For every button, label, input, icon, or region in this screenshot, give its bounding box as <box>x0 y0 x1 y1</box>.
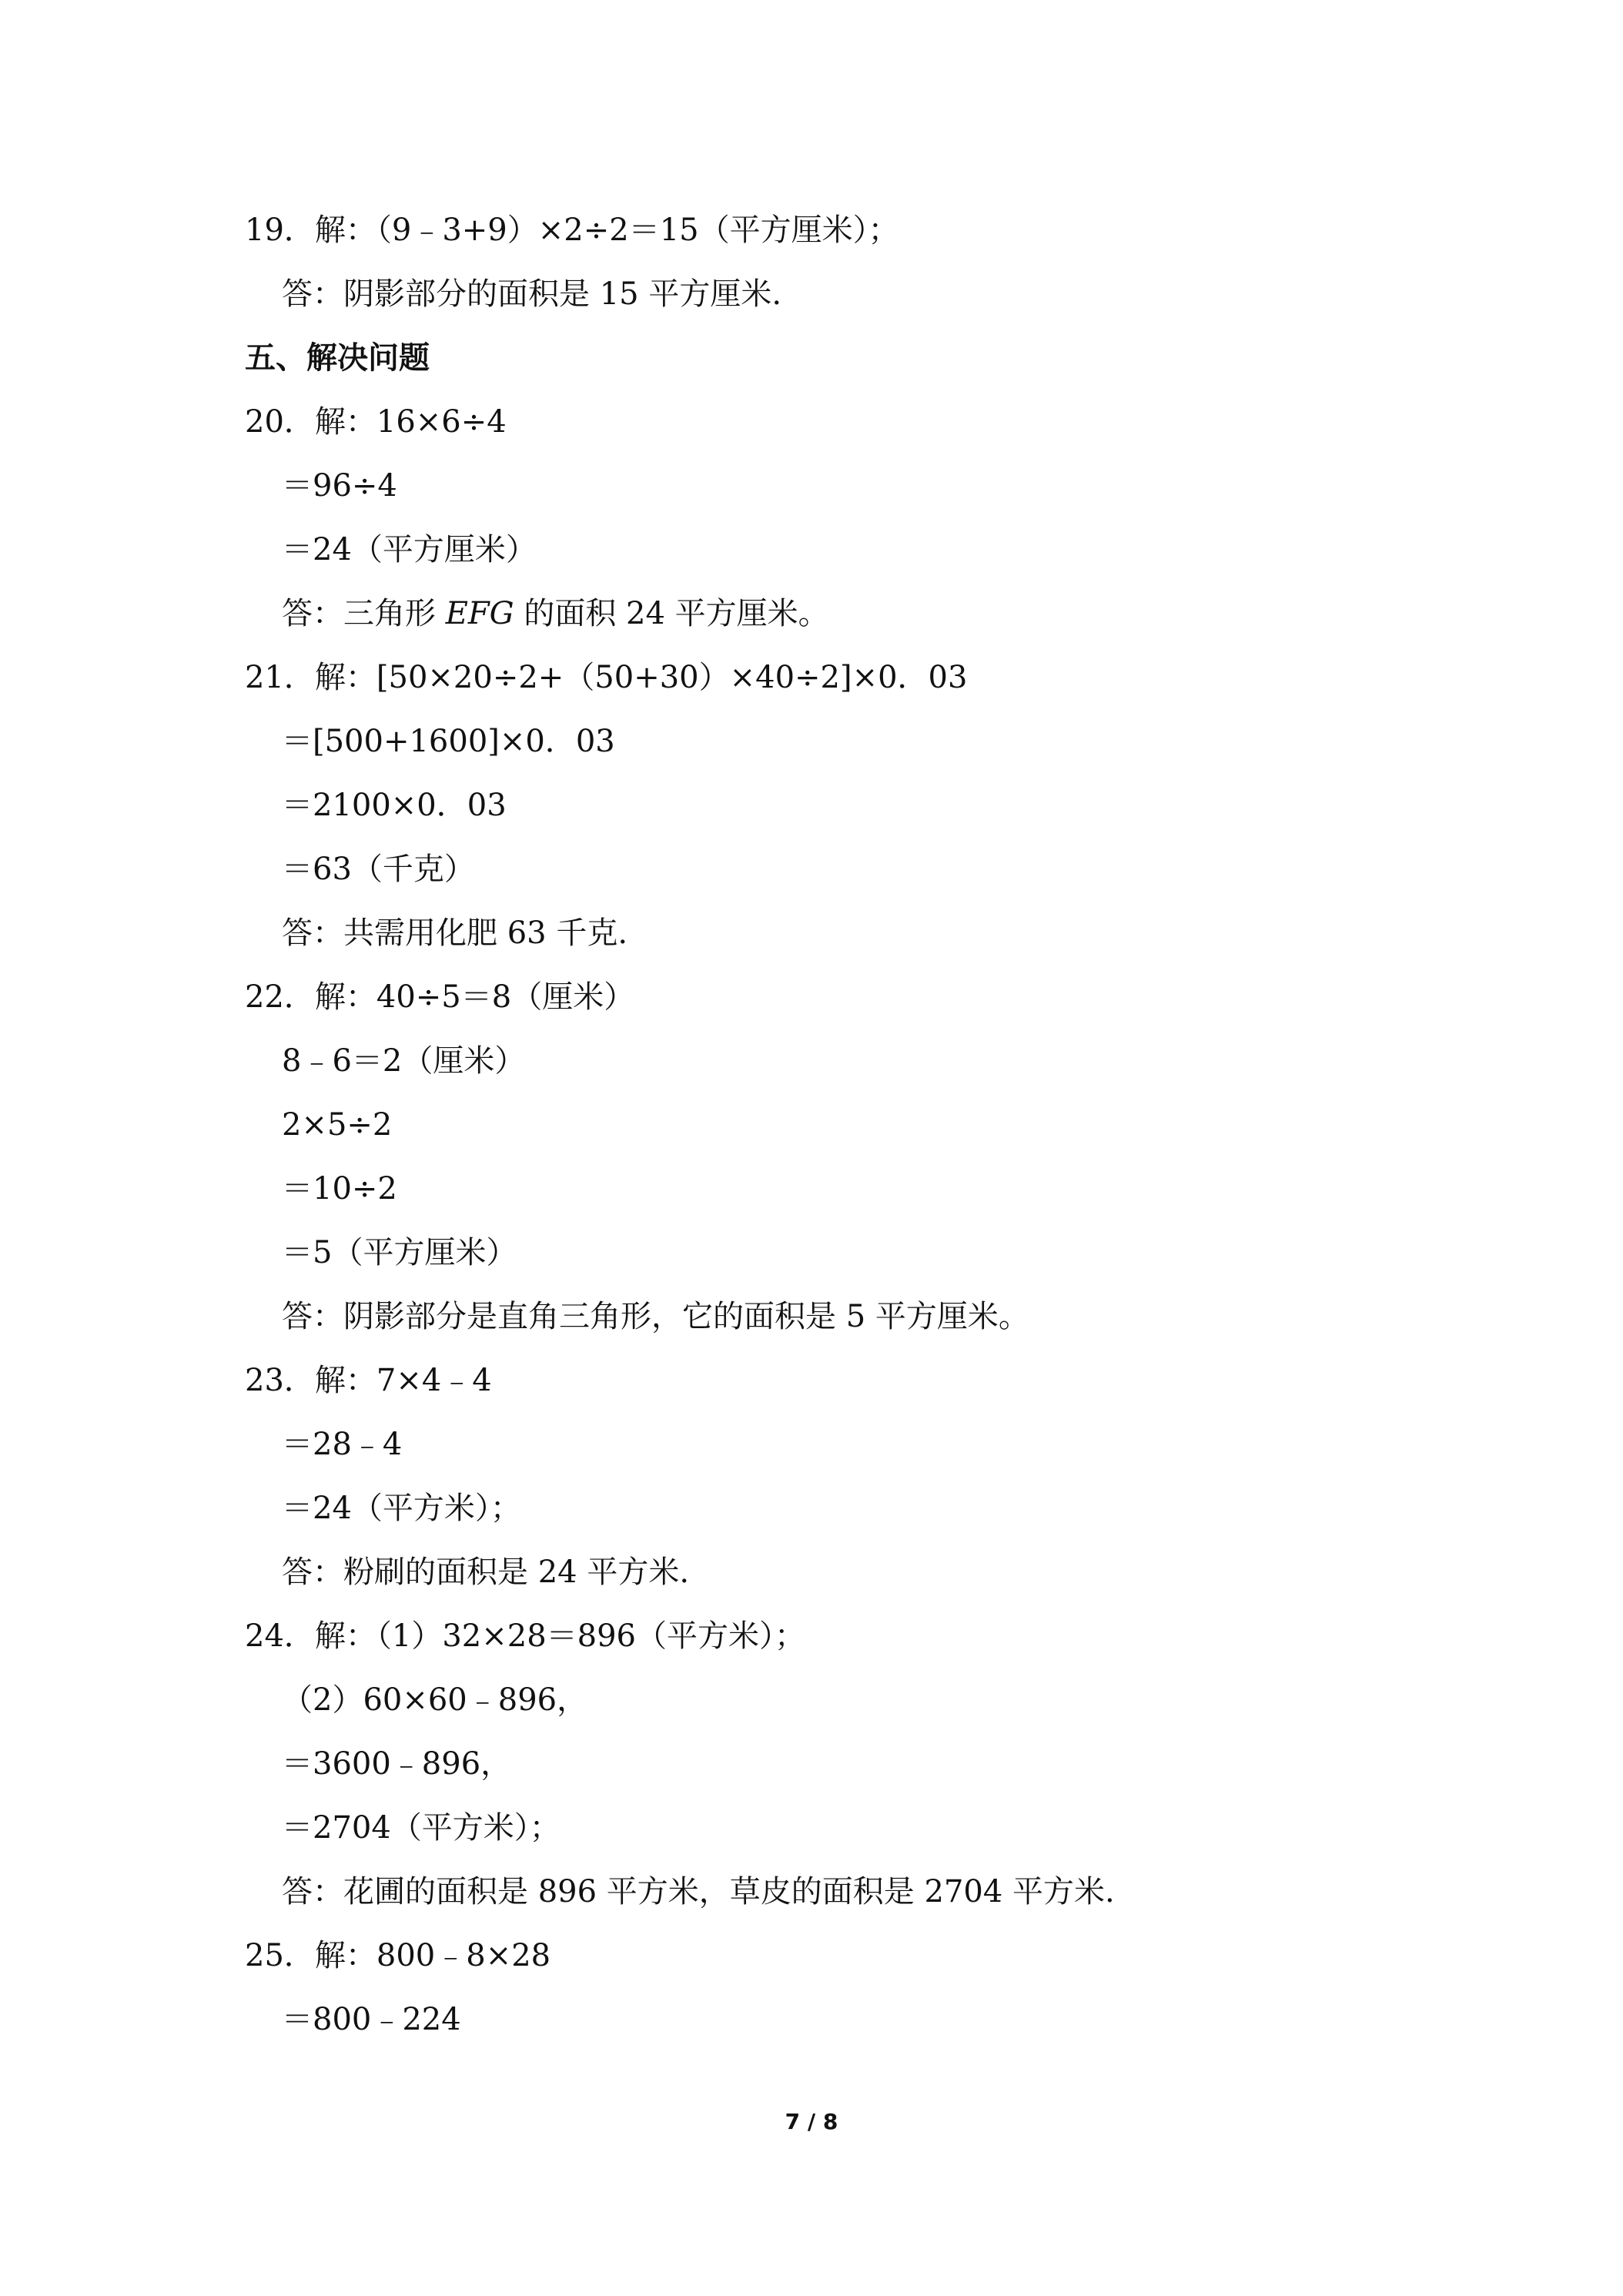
q21-step: ＝[500+1600]×0．03 <box>282 724 615 759</box>
q20-answer <box>282 594 829 633</box>
q21-step: ＝63（千克） <box>282 852 475 887</box>
q23-solution: 23．解：7×4﹣4 <box>245 1363 492 1398</box>
q25-step: ＝800﹣224 <box>282 2002 461 2037</box>
q24-step: ＝3600﹣896， <box>282 1746 512 1782</box>
q19-answer: 答：阴影部分的面积是 15 平方厘米. <box>282 276 782 312</box>
q21-step: ＝2100×0．03 <box>282 788 507 823</box>
q23-answer: 答：粉刷的面积是 24 平方米. <box>282 1555 690 1590</box>
q20-step: ＝96÷4 <box>282 468 397 504</box>
q22-step: 8﹣6＝2（厘米） <box>282 1043 526 1079</box>
section-heading: 五、解决问题 <box>245 340 430 376</box>
q25-solution: 25．解：800﹣8×28 <box>245 1938 551 1973</box>
q22-answer: 答：阴影部分是直角三角形，它的面积是 5 平方厘米。 <box>282 1299 1029 1334</box>
q22-step: 2×5÷2 <box>282 1107 393 1143</box>
page-number: 7 / 8 <box>785 2109 838 2134</box>
q20-solution: 20．解：16×6÷4 <box>245 404 507 440</box>
q23-step: ＝24（平方米）； <box>282 1491 521 1526</box>
q21-solution: 21．解：[50×20÷2+（50+30）×40÷2]×0．03 <box>245 660 968 695</box>
q24-solution: 24．解：（1）32×28＝896（平方米）； <box>245 1618 806 1654</box>
q20-step: ＝24（平方厘米） <box>282 532 537 567</box>
q19-solution: 19．解：（9﹣3+9）×2÷2＝15（平方厘米）； <box>245 213 899 248</box>
q20-answer-suffix: 的面积 24 平方厘米。 <box>514 596 829 631</box>
q24-step: （2）60×60﹣896， <box>282 1682 588 1718</box>
q22-step: ＝5（平方厘米） <box>282 1235 517 1270</box>
q22-solution: 22．解：40÷5＝8（厘米） <box>245 979 635 1015</box>
q20-answer-triangle-name: EFG <box>445 596 514 631</box>
q24-step: ＝2704（平方米）； <box>282 1810 561 1846</box>
q23-step: ＝28﹣4 <box>282 1427 403 1462</box>
q21-answer: 答：共需用化肥 63 千克. <box>282 915 628 951</box>
q24-answer: 答：花圃的面积是 896 平方米，草皮的面积是 2704 平方米. <box>282 1874 1115 1909</box>
q22-step: ＝10÷2 <box>282 1171 397 1207</box>
q20-answer-prefix: 答：三角形 <box>282 596 446 631</box>
